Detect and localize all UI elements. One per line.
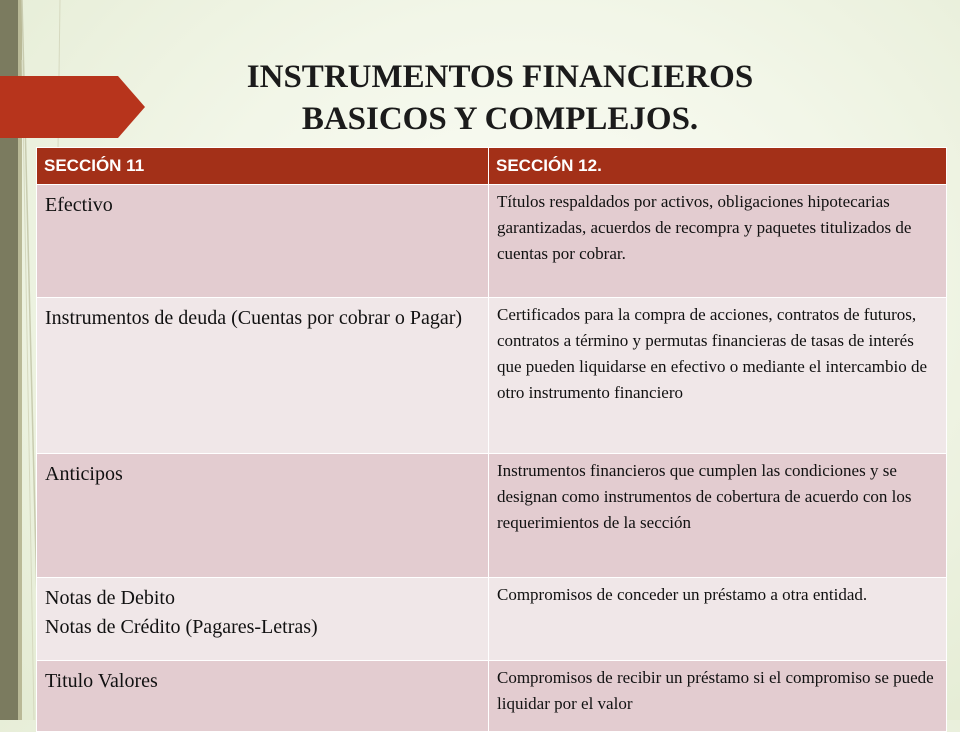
cell-seccion-11 (37, 298, 489, 454)
cell-text: Notas de Debito (45, 587, 175, 609)
cell-text: Titulo Valores (45, 670, 158, 692)
page-title (150, 56, 850, 140)
cell-text: Anticipos (45, 463, 123, 485)
cell-seccion-12: Certificados para la compra de acciones, contratos de futuros, contratos a término y permutas financieras de tasas de interés que pueden liquidarse en efectivo o mediante el intercambio de otro instrumento financiero (489, 298, 947, 454)
table-row (37, 661, 947, 732)
cell-seccion-12: Compromisos de recibir un préstamo si el compromiso se puede liquidar por el valor (489, 661, 947, 732)
table-row (37, 454, 947, 578)
title-line-1: INSTRUMENTOS FINANCIEROS (246, 59, 754, 95)
header-seccion-11: SECCIÓN 11 (37, 148, 489, 185)
title-line-2: BASICOS Y COMPLEJOS. (301, 101, 699, 137)
cell-seccion-11 (37, 661, 489, 732)
cell-text: Efectivo (45, 194, 113, 216)
title-arrow-tab (0, 76, 145, 138)
table-row (37, 185, 947, 298)
cell-text: Instrumentos de deuda (Cuentas por cobrar o Pagar) (45, 307, 463, 329)
cell-seccion-12: Títulos respaldados por activos, obligaciones hipotecarias garantizadas, acuerdos de recompra y paquetes titulizados de cuentas por cobrar. (489, 185, 947, 298)
header-seccion-12: SECCIÓN 12. (489, 148, 947, 185)
table-row (37, 578, 947, 661)
cell-seccion-11 (37, 185, 489, 298)
table-row (37, 298, 947, 454)
comparison-table (36, 147, 946, 732)
cell-seccion-12: Instrumentos financieros que cumplen las condiciones y se designan como instrumentos de cobertura de acuerdo con los requerimientos de la sección (489, 454, 947, 578)
cell-text: Notas de Crédito (Pagares-Letras) (45, 616, 318, 638)
cell-seccion-12: Compromisos de conceder un préstamo a otra entidad. (489, 578, 947, 661)
table-header-row (37, 148, 947, 185)
cell-seccion-11 (37, 454, 489, 578)
cell-seccion-11 (37, 578, 489, 661)
